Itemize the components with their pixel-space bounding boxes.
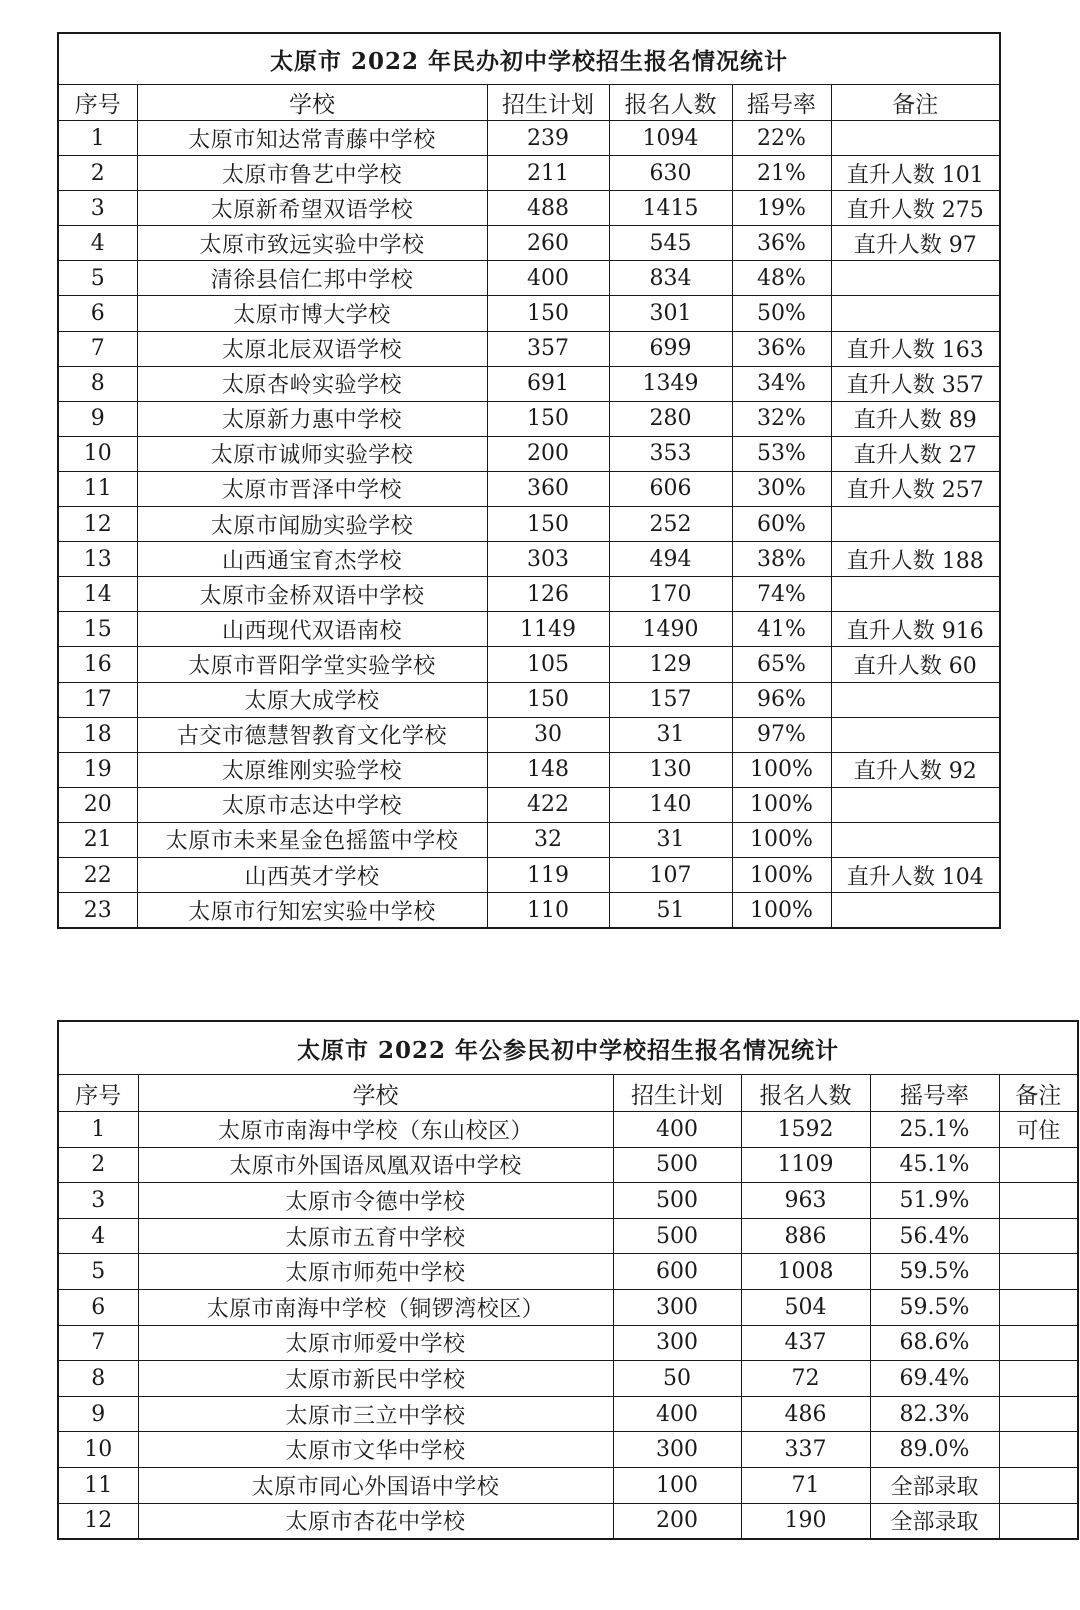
applicant-count: 437	[741, 1325, 870, 1361]
remark: 直升人数 92	[831, 752, 1000, 787]
applicant-count: 1094	[609, 121, 732, 156]
lottery-rate: 82.3%	[870, 1396, 999, 1432]
public-private-schools-table	[57, 1020, 1079, 1540]
school-name: 太原市新民中学校	[138, 1361, 613, 1397]
row-index: 3	[58, 191, 137, 226]
enrollment-plan: 500	[613, 1183, 741, 1219]
remark	[831, 296, 1000, 331]
enrollment-plan: 32	[487, 822, 609, 857]
lottery-rate: 21%	[732, 156, 831, 191]
table-title: 太原市 2022 年民办初中学校招生报名情况统计	[58, 33, 1000, 85]
school-name: 太原市令德中学校	[138, 1183, 613, 1219]
header-remarks: 备注	[831, 85, 1000, 121]
remark: 直升人数 357	[831, 366, 1000, 401]
school-name: 太原市志达中学校	[137, 787, 487, 822]
row-index: 11	[58, 1467, 138, 1503]
table-row	[58, 1467, 1078, 1503]
applicant-count: 1109	[741, 1147, 870, 1183]
table-row	[58, 1503, 1078, 1539]
enrollment-plan: 300	[613, 1289, 741, 1325]
enrollment-plan: 300	[613, 1432, 741, 1468]
applicant-count: 1592	[741, 1112, 870, 1148]
school-name: 太原市鲁艺中学校	[137, 156, 487, 191]
school-name: 太原新力惠中学校	[137, 401, 487, 436]
lottery-rate: 96%	[732, 682, 831, 717]
table-row	[58, 1396, 1078, 1432]
lottery-rate: 100%	[732, 752, 831, 787]
enrollment-plan: 400	[613, 1396, 741, 1432]
lottery-rate: 51.9%	[870, 1183, 999, 1219]
applicant-count: 31	[609, 717, 732, 752]
school-name: 太原杏岭实验学校	[137, 366, 487, 401]
school-name: 太原市致远实验中学校	[137, 226, 487, 261]
remark	[999, 1361, 1078, 1397]
remark: 直升人数 163	[831, 331, 1000, 366]
header-school: 学校	[138, 1075, 613, 1112]
table-row	[58, 1218, 1078, 1254]
header-plan: 招生计划	[613, 1075, 741, 1112]
lottery-rate: 100%	[732, 822, 831, 857]
remark	[831, 787, 1000, 822]
remark	[999, 1218, 1078, 1254]
enrollment-plan: 1149	[487, 612, 609, 647]
lottery-rate: 56.4%	[870, 1218, 999, 1254]
table-row	[58, 1254, 1078, 1290]
remark: 直升人数 97	[831, 226, 1000, 261]
row-index: 9	[58, 401, 137, 436]
enrollment-plan: 500	[613, 1147, 741, 1183]
header-index: 序号	[58, 85, 137, 121]
remark	[999, 1289, 1078, 1325]
row-index: 3	[58, 1183, 138, 1219]
table-row	[58, 577, 1000, 612]
table-row	[58, 647, 1000, 682]
table-row	[58, 471, 1000, 506]
enrollment-plan: 200	[487, 436, 609, 471]
lottery-rate: 89.0%	[870, 1432, 999, 1468]
table-row	[58, 787, 1000, 822]
table-row	[58, 1325, 1078, 1361]
applicant-count: 1008	[741, 1254, 870, 1290]
enrollment-plan: 303	[487, 542, 609, 577]
header-remarks: 备注	[999, 1075, 1078, 1112]
lottery-rate: 100%	[732, 787, 831, 822]
school-name: 太原市外国语凤凰双语中学校	[138, 1147, 613, 1183]
enrollment-plan: 119	[487, 857, 609, 892]
remark	[831, 121, 1000, 156]
applicant-count: 353	[609, 436, 732, 471]
school-name: 太原市博大学校	[137, 296, 487, 331]
lottery-rate: 100%	[732, 893, 831, 929]
applicant-count: 31	[609, 822, 732, 857]
applicant-count: 963	[741, 1183, 870, 1219]
table-row	[58, 752, 1000, 787]
row-index: 5	[58, 261, 137, 296]
row-index: 12	[58, 1503, 138, 1539]
table-row	[58, 1289, 1078, 1325]
row-index: 10	[58, 1432, 138, 1468]
applicant-count: 1490	[609, 612, 732, 647]
applicant-count: 107	[609, 857, 732, 892]
school-name: 太原市知达常青藤中学校	[137, 121, 487, 156]
applicant-count: 1415	[609, 191, 732, 226]
lottery-rate: 32%	[732, 401, 831, 436]
remark	[999, 1254, 1078, 1290]
row-index: 2	[58, 156, 137, 191]
enrollment-plan: 50	[613, 1361, 741, 1397]
enrollment-plan: 360	[487, 471, 609, 506]
table-row	[58, 682, 1000, 717]
remark: 直升人数 89	[831, 401, 1000, 436]
remark	[831, 577, 1000, 612]
lottery-rate: 53%	[732, 436, 831, 471]
enrollment-plan: 100	[613, 1467, 741, 1503]
applicant-count: 170	[609, 577, 732, 612]
header-plan: 招生计划	[487, 85, 609, 121]
enrollment-plan: 150	[487, 682, 609, 717]
row-index: 13	[58, 542, 137, 577]
table-row	[58, 857, 1000, 892]
applicant-count: 140	[609, 787, 732, 822]
lottery-rate: 45.1%	[870, 1147, 999, 1183]
enrollment-plan: 30	[487, 717, 609, 752]
table-row	[58, 1147, 1078, 1183]
enrollment-plan: 422	[487, 787, 609, 822]
applicant-count: 72	[741, 1361, 870, 1397]
row-index: 7	[58, 1325, 138, 1361]
table-row	[58, 366, 1000, 401]
enrollment-plan: 260	[487, 226, 609, 261]
table-row	[58, 156, 1000, 191]
lottery-rate: 22%	[732, 121, 831, 156]
remark	[999, 1183, 1078, 1219]
enrollment-plan: 148	[487, 752, 609, 787]
row-index: 23	[58, 893, 137, 929]
table-body	[58, 121, 1000, 929]
school-name: 太原市南海中学校（铜锣湾校区）	[138, 1289, 613, 1325]
table-row	[58, 226, 1000, 261]
row-index: 6	[58, 296, 137, 331]
private-schools-table	[57, 32, 1001, 929]
row-index: 18	[58, 717, 137, 752]
row-index: 12	[58, 507, 137, 542]
remark	[999, 1325, 1078, 1361]
school-name: 太原市师苑中学校	[138, 1254, 613, 1290]
applicant-count: 71	[741, 1467, 870, 1503]
lottery-rate: 68.6%	[870, 1325, 999, 1361]
row-index: 9	[58, 1396, 138, 1432]
row-index: 11	[58, 471, 137, 506]
table-row	[58, 612, 1000, 647]
table-row	[58, 1361, 1078, 1397]
school-name: 太原大成学校	[137, 682, 487, 717]
remark	[831, 261, 1000, 296]
table-row	[58, 401, 1000, 436]
lottery-rate: 36%	[732, 226, 831, 261]
enrollment-plan: 400	[613, 1112, 741, 1148]
row-index: 2	[58, 1147, 138, 1183]
school-name: 清徐县信仁邦中学校	[137, 261, 487, 296]
applicant-count: 280	[609, 401, 732, 436]
table-row	[58, 1112, 1078, 1148]
lottery-rate: 60%	[732, 507, 831, 542]
applicant-count: 301	[609, 296, 732, 331]
row-index: 7	[58, 331, 137, 366]
table-row	[58, 893, 1000, 929]
row-index: 17	[58, 682, 137, 717]
remark: 直升人数 188	[831, 542, 1000, 577]
school-name: 太原市晋泽中学校	[137, 471, 487, 506]
row-index: 1	[58, 1112, 138, 1148]
remark	[999, 1467, 1078, 1503]
applicant-count: 486	[741, 1396, 870, 1432]
enrollment-plan: 357	[487, 331, 609, 366]
lottery-rate: 100%	[732, 857, 831, 892]
lottery-rate: 25.1%	[870, 1112, 999, 1148]
remark: 直升人数 101	[831, 156, 1000, 191]
table-row	[58, 191, 1000, 226]
lottery-rate: 全部录取	[870, 1503, 999, 1539]
remark	[831, 822, 1000, 857]
lottery-rate: 全部录取	[870, 1467, 999, 1503]
table-title: 太原市 2022 年公参民初中学校招生报名情况统计	[58, 1021, 1078, 1075]
lottery-rate: 41%	[732, 612, 831, 647]
row-index: 22	[58, 857, 137, 892]
remark: 直升人数 916	[831, 612, 1000, 647]
school-name: 山西通宝育杰学校	[137, 542, 487, 577]
lottery-rate: 97%	[732, 717, 831, 752]
remark: 直升人数 257	[831, 471, 1000, 506]
school-name: 山西英才学校	[137, 857, 487, 892]
remark	[999, 1432, 1078, 1468]
table-row	[58, 296, 1000, 331]
header-applicants: 报名人数	[609, 85, 732, 121]
school-name: 太原市师爱中学校	[138, 1325, 613, 1361]
table-row	[58, 121, 1000, 156]
enrollment-plan: 400	[487, 261, 609, 296]
applicant-count: 51	[609, 893, 732, 929]
applicant-count: 494	[609, 542, 732, 577]
row-index: 8	[58, 366, 137, 401]
applicant-count: 606	[609, 471, 732, 506]
lottery-rate: 65%	[732, 647, 831, 682]
applicant-count: 129	[609, 647, 732, 682]
row-index: 19	[58, 752, 137, 787]
header-school: 学校	[137, 85, 487, 121]
school-name: 太原市诚师实验学校	[137, 436, 487, 471]
header-row	[58, 85, 1000, 121]
school-name: 古交市德慧智教育文化学校	[137, 717, 487, 752]
applicant-count: 130	[609, 752, 732, 787]
remark: 直升人数 104	[831, 857, 1000, 892]
table-row	[58, 507, 1000, 542]
enrollment-plan: 600	[613, 1254, 741, 1290]
enrollment-plan: 150	[487, 507, 609, 542]
row-index: 10	[58, 436, 137, 471]
header-lottery-rate: 摇号率	[732, 85, 831, 121]
row-index: 5	[58, 1254, 138, 1290]
enrollment-plan: 105	[487, 647, 609, 682]
applicant-count: 504	[741, 1289, 870, 1325]
remark	[831, 507, 1000, 542]
applicant-count: 630	[609, 156, 732, 191]
school-name: 太原市金桥双语中学校	[137, 577, 487, 612]
applicant-count: 157	[609, 682, 732, 717]
lottery-rate: 30%	[732, 471, 831, 506]
table-row	[58, 436, 1000, 471]
school-name: 太原维刚实验学校	[137, 752, 487, 787]
school-name: 太原市闻励实验学校	[137, 507, 487, 542]
enrollment-plan: 300	[613, 1325, 741, 1361]
school-name: 太原市南海中学校（东山校区）	[138, 1112, 613, 1148]
lottery-rate: 19%	[732, 191, 831, 226]
row-index: 4	[58, 226, 137, 261]
school-name: 太原市行知宏实验中学校	[137, 893, 487, 929]
row-index: 15	[58, 612, 137, 647]
remark	[999, 1147, 1078, 1183]
enrollment-plan: 200	[613, 1503, 741, 1539]
school-name: 太原市同心外国语中学校	[138, 1467, 613, 1503]
remark	[831, 682, 1000, 717]
school-name: 太原市三立中学校	[138, 1396, 613, 1432]
row-index: 8	[58, 1361, 138, 1397]
applicant-count: 190	[741, 1503, 870, 1539]
remark	[999, 1503, 1078, 1539]
enrollment-plan: 126	[487, 577, 609, 612]
applicant-count: 545	[609, 226, 732, 261]
row-index: 14	[58, 577, 137, 612]
remark	[831, 717, 1000, 752]
lottery-rate: 74%	[732, 577, 831, 612]
enrollment-plan: 150	[487, 401, 609, 436]
header-applicants: 报名人数	[741, 1075, 870, 1112]
row-index: 6	[58, 1289, 138, 1325]
school-name: 山西现代双语南校	[137, 612, 487, 647]
school-name: 太原北辰双语学校	[137, 331, 487, 366]
lottery-rate: 50%	[732, 296, 831, 331]
applicant-count: 337	[741, 1432, 870, 1468]
row-index: 1	[58, 121, 137, 156]
lottery-rate: 36%	[732, 331, 831, 366]
school-name: 太原市未来星金色摇篮中学校	[137, 822, 487, 857]
table-row	[58, 1432, 1078, 1468]
enrollment-plan: 150	[487, 296, 609, 331]
remark: 直升人数 27	[831, 436, 1000, 471]
table-row	[58, 331, 1000, 366]
table-row	[58, 822, 1000, 857]
table-row	[58, 542, 1000, 577]
lottery-rate: 59.5%	[870, 1289, 999, 1325]
table-row	[58, 261, 1000, 296]
lottery-rate: 34%	[732, 366, 831, 401]
lottery-rate: 59.5%	[870, 1254, 999, 1290]
enrollment-plan: 691	[487, 366, 609, 401]
table-row	[58, 717, 1000, 752]
applicant-count: 1349	[609, 366, 732, 401]
header-lottery-rate: 摇号率	[870, 1075, 999, 1112]
row-index: 20	[58, 787, 137, 822]
school-name: 太原市文华中学校	[138, 1432, 613, 1468]
remark: 可住	[999, 1112, 1078, 1148]
enrollment-plan: 110	[487, 893, 609, 929]
applicant-count: 699	[609, 331, 732, 366]
school-name: 太原新希望双语学校	[137, 191, 487, 226]
applicant-count: 252	[609, 507, 732, 542]
remark: 直升人数 275	[831, 191, 1000, 226]
table-row	[58, 1183, 1078, 1219]
row-index: 16	[58, 647, 137, 682]
lottery-rate: 69.4%	[870, 1361, 999, 1397]
school-name: 太原市五育中学校	[138, 1218, 613, 1254]
row-index: 4	[58, 1218, 138, 1254]
enrollment-plan: 500	[613, 1218, 741, 1254]
applicant-count: 834	[609, 261, 732, 296]
remark: 直升人数 60	[831, 647, 1000, 682]
enrollment-plan: 488	[487, 191, 609, 226]
remark	[999, 1396, 1078, 1432]
lottery-rate: 48%	[732, 261, 831, 296]
table-body	[58, 1112, 1078, 1540]
row-index: 21	[58, 822, 137, 857]
lottery-rate: 38%	[732, 542, 831, 577]
remark	[831, 893, 1000, 929]
enrollment-plan: 211	[487, 156, 609, 191]
school-name: 太原市杏花中学校	[138, 1503, 613, 1539]
applicant-count: 886	[741, 1218, 870, 1254]
header-row	[58, 1075, 1078, 1112]
enrollment-plan: 239	[487, 121, 609, 156]
school-name: 太原市晋阳学堂实验学校	[137, 647, 487, 682]
header-index: 序号	[58, 1075, 138, 1112]
